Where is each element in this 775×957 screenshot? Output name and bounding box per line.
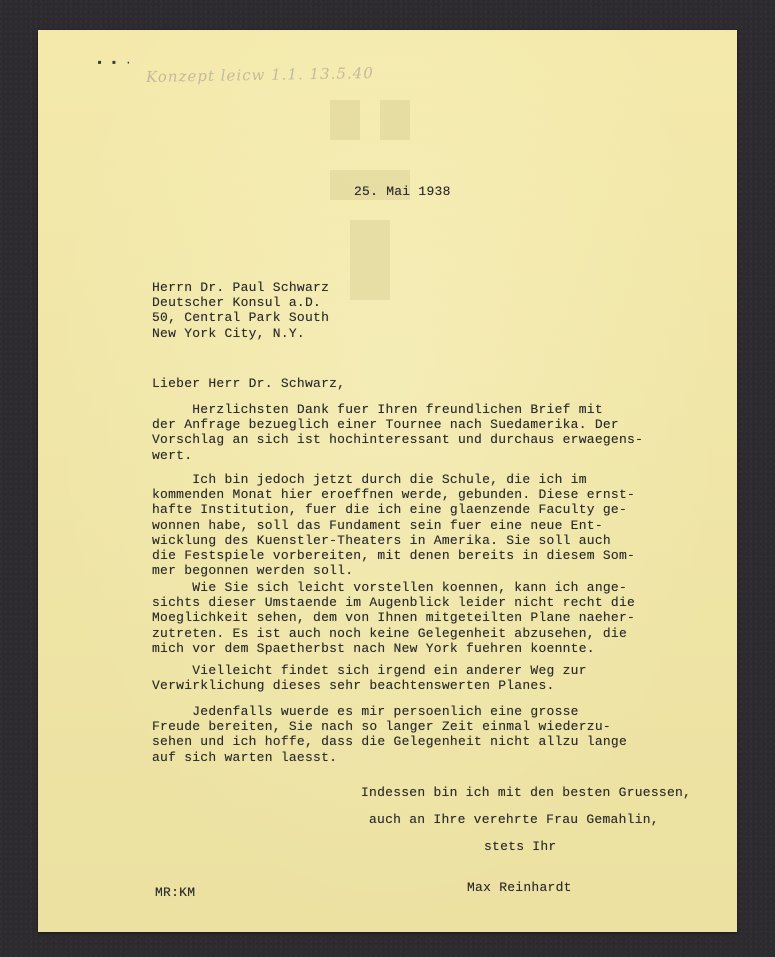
recipient-line: 50, Central Park South (152, 310, 330, 326)
closing-line: Indessen bin ich mit den besten Gruessen, (361, 785, 692, 800)
punch-marks: ▪ ▪ · (96, 56, 133, 70)
text-line: Jedenfalls wuerde es mir persoenlich eine grosse (152, 704, 579, 719)
text-line: sehen und ich hoffe, dass die Gelegenheit nicht allzu lange (152, 734, 628, 750)
recipient-line: Herrn Dr. Paul Schwarz (152, 280, 330, 295)
text-line: Moeglichkeit sehen, dem von Ihnen mitgeteilten Plane naeher- (152, 610, 636, 626)
text-line: sichts dieser Umstaende im Augenblick leider nicht recht die (152, 595, 636, 611)
text-line: hafte Institution, fuer die ich eine glaenzende Faculty ge- (152, 502, 628, 518)
text-line: wicklung des Kuenstler-Theaters in Amerika. Sie soll auch (152, 532, 611, 548)
text-line: Freude bereiten, Sie nach so langer Zeit einmal wiederzu- (152, 719, 611, 735)
closing-line: stets Ihr (484, 839, 557, 854)
text-line: wert. (152, 447, 193, 463)
signature-name: Max Reinhardt (467, 880, 572, 895)
text-line: Vorschlag an sich ist hochinteressant und durchaus erwaegens- (152, 432, 644, 448)
paragraph-thanks (152, 402, 643, 463)
paragraph-other-way (152, 663, 587, 693)
text-line: Wie Sie sich leicht vorstellen koennen, kann ich ange- (152, 580, 628, 595)
letter-page (38, 30, 737, 932)
reference-initials: MR:KM (155, 885, 196, 900)
paragraph-school (152, 472, 635, 578)
letter-date: 25. Mai 1938 (354, 184, 451, 199)
pencil-annotation: Konzept leicw 1.1. 13.5.40 (145, 64, 374, 86)
text-line: Verwirklichung dieses sehr beachtenswerten Planes. (152, 678, 555, 694)
text-line: zutreten. Es ist auch noch keine Gelegenheit abzusehen, die (152, 625, 628, 641)
text-line: kommenden Monat hier eroeffnen werde, gebunden. Diese ernst- (152, 487, 636, 503)
text-line: der Anfrage bezueglich einer Tournee nach Suedamerika. Der (152, 417, 619, 433)
text-line: mer begonnen werden soll. (152, 563, 354, 579)
watermark-icon (320, 80, 430, 320)
paragraph-reunion (152, 704, 627, 765)
salutation: Lieber Herr Dr. Schwarz, (152, 376, 346, 391)
paragraph-circumstances (152, 580, 635, 656)
closing-line: auch an Ihre verehrte Frau Gemahlin, (369, 812, 659, 827)
text-line: die Festspiele vorbereiten, mit denen bereits in diesem Som- (152, 548, 636, 564)
recipient-address (152, 280, 329, 341)
text-line: mich vor dem Spaetherbst nach New York fuehren koennte. (152, 640, 595, 656)
text-line: Vielleicht findet sich irgend ein anderer Weg zur (152, 663, 587, 678)
text-line: auf sich warten laesst. (152, 749, 338, 765)
text-line: Herzlichsten Dank fuer Ihren freundlichen Brief mit (152, 402, 603, 417)
text-line: wonnen habe, soll das Fundament sein fuer eine neue Ent- (152, 517, 603, 533)
recipient-line: Deutscher Konsul a.D. (152, 295, 322, 311)
recipient-line: New York City, N.Y. (152, 325, 305, 341)
text-line: Ich bin jedoch jetzt durch die Schule, die ich im (152, 472, 587, 487)
